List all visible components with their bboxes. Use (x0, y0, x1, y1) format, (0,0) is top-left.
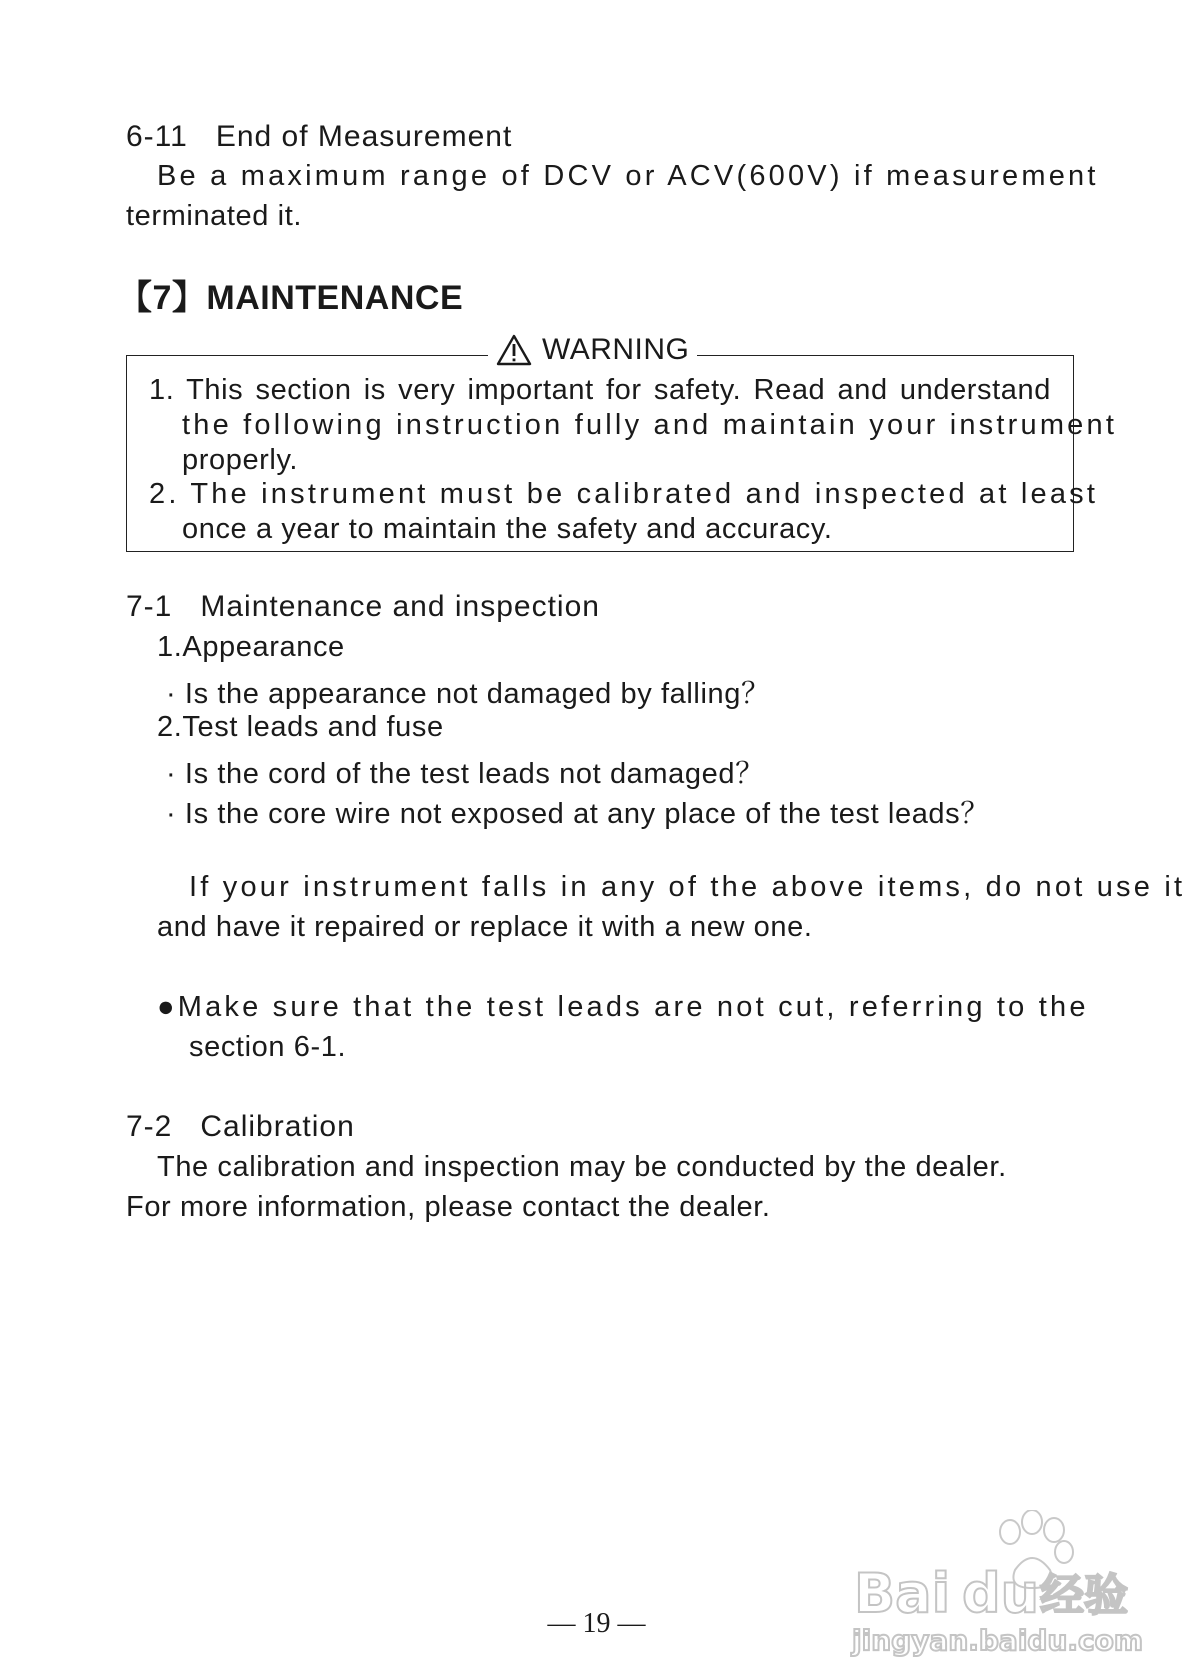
section-6-11-line-2: terminated it. (126, 200, 303, 232)
section-7-1-sub-2: 2.Test leads and fuse (157, 711, 444, 743)
svg-text:Bai: Bai (854, 1562, 951, 1625)
section-7-1-question-1: · Is the appearance not damaged by falling？ (166, 678, 771, 710)
section-6-11-heading: 6-11 End of Measurement (126, 120, 513, 153)
section-7-1-bullet-line-1: ●Make sure that the test leads are not cut, referring to the (157, 991, 1089, 1023)
section-6-11-line-1: Be a maximum range of DCV or ACV(600V) if measurement (157, 160, 1099, 192)
baidu-jingyan-watermark (850, 1510, 1150, 1660)
page-number: — 19 — (547, 1608, 646, 1639)
section-7-1-para-line-2: and have it repaired or replace it with a new one. (157, 911, 813, 943)
warning-item-1-line-2: the following instruction fully and maintain your instrument (182, 409, 1118, 441)
warning-label: WARNING (542, 333, 690, 366)
section-7-1-sub-1: 1.Appearance (157, 631, 345, 663)
section-7-2-heading: 7-2 Calibration (126, 1110, 355, 1143)
section-7-1-para-line-1: If your instrument falls in any of the above items, do not use it (189, 871, 1186, 903)
section-7-1-bullet-line-2: section 6-1. (189, 1031, 347, 1063)
svg-text:jingyan.baidu.com: jingyan.baidu.com (852, 1624, 1144, 1657)
warning-item-1-line-3: properly. (182, 444, 299, 476)
warning-item-2-line-1: 2. The instrument must be calibrated and inspected at least (149, 478, 1099, 510)
svg-text:经验: 经验 (1040, 1570, 1128, 1621)
section-7-2-line-2: For more information, please contact the dealer. (126, 1191, 771, 1223)
section-7-heading: 【7】MAINTENANCE (118, 279, 464, 317)
svg-text:du: du (962, 1562, 1040, 1625)
section-7-1-heading: 7-1 Maintenance and inspection (126, 590, 600, 623)
warning-item-1-line-1: 1. This section is very important for safety. Read and understand (149, 374, 1051, 406)
section-7-2-line-1: The calibration and inspection may be conducted by the dealer. (157, 1151, 1007, 1183)
warning-item-2-line-2: once a year to maintain the safety and accuracy. (182, 513, 833, 545)
section-7-1-question-2: · Is the cord of the test leads not damaged？ (166, 758, 765, 790)
warning-legend (488, 333, 697, 367)
section-7-1-question-3: · Is the core wire not exposed at any place of the test leads？ (166, 798, 990, 830)
warning-triangle-icon (496, 334, 532, 366)
